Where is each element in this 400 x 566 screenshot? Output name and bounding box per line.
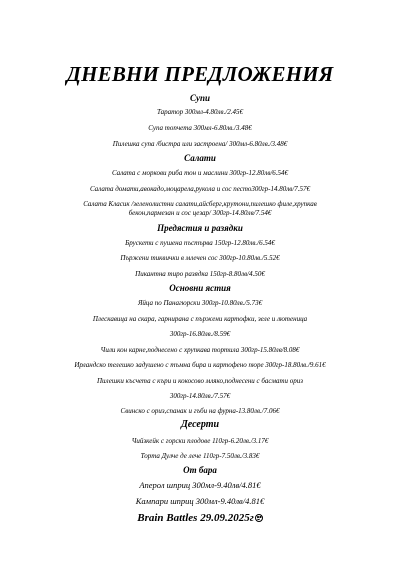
footer-text: Brain Battles 29.09.2025г [137,512,254,524]
menu-item: Брускети с пушена пъстърва 150гр-12.80лв./6.54€ [125,239,275,247]
menu-item: Салата с моркови риба тон и маслини 300гр-12.80лв/6.54€ [111,169,289,177]
menu-item: Чили кон карне,поднесено с хрупкава тортила 300гр-15.80лв/8.08€ [100,346,300,354]
menu-item: Свинско с ориз,спанак и гъби на фурна-13.80лв./7.06€ [120,407,280,415]
page-title: ДНЕВНИ ПРЕДЛОЖЕНИЯ [66,62,334,86]
menu-item: Супа топчета 300мл-6.80лв./3.48€ [148,124,252,132]
menu-item: Таратор 300мл-4.80лв./2.45€ [156,108,244,116]
menu-item: Чийзкейк с горски плодове 110гр-6.20лв./3.17€ [131,437,269,445]
menu-item: Пържени тиквички в млечен сос 300гр-10.80лв./5.52€ [120,254,280,262]
menu-item: Салата Класик /зеленолистни салати,айсберг,крутони,пилешко филе,хрупкав [83,200,317,208]
menu-item: Кампари шприц 300мл-9.40лв/4.81€ [135,496,265,506]
section-heading-soups: Супи [189,93,210,103]
section-heading-salads: Салати [184,153,216,163]
menu-item: Плескавица на скара, гарнирана с пържени картофки, зеле и лютеница [92,315,308,323]
smiley-icon [255,514,263,522]
menu-item: Пикантна тиро разядка 150гр-8.80лв/4.50€ [135,270,265,278]
menu-item: Пилешки късчета с къри и кокосово мляко,поднесени с басмати ориз [96,377,304,385]
menu-item: 300гр-16.80лв./8.59€ [169,330,231,338]
section-heading-desserts: Десерти [180,419,220,430]
menu-item: Ирландско телешко задушено с тъмна бира и картофено пюре 300гр-18.80лв./9.61€ [74,361,326,369]
section-heading-bar: От бара [183,465,217,475]
menu-item: 300гр-14.80лв./7.57€ [169,392,231,400]
menu-item: Салата домати,авокадо,моцарела,рукола и сос песто300гр-14.80лв/7.57€ [89,185,311,193]
menu-item: Яйца по Панагюрски 300гр-10.80лв./5.73€ [137,299,263,307]
menu-item: Торта Дулче де лече 110гр-7.50лв./3.83€ [140,452,260,460]
menu-item: бекон,пармезан и сос цезар/ 300гр-14.80лв/7.54€ [128,209,272,217]
menu-item: Аперол шприц 300мл-9.40лв/4.81€ [139,480,261,490]
menu-item: Пилешка супа /бистра или застроена/ 300мл-6.80лв./3.48€ [112,140,288,148]
section-heading-starters: Предястия и разядки [157,223,243,233]
footer-event-line [0,514,400,522]
section-heading-mains: Основни ястия [169,283,231,293]
